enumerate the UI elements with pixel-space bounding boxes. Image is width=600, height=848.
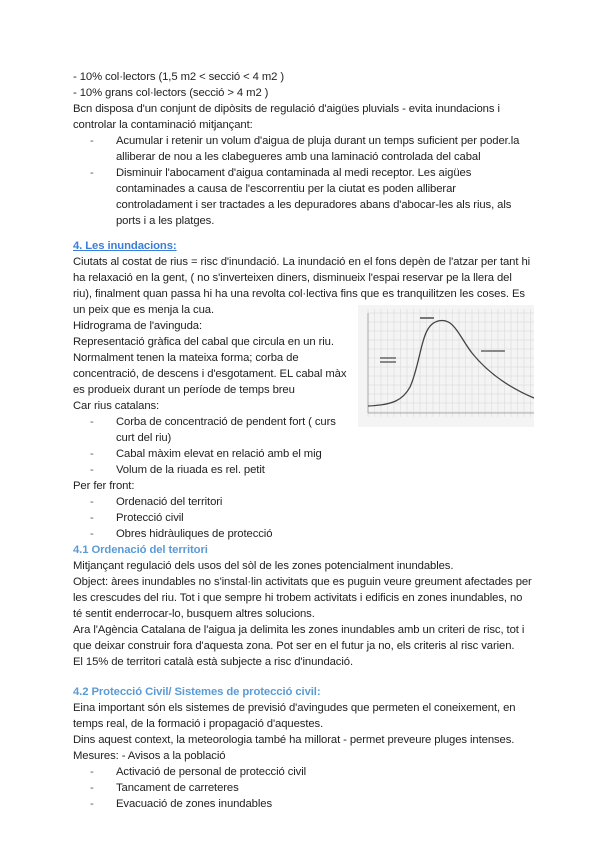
text-line: Per fer front:: [73, 480, 135, 492]
bullet-item: - Tancament de carreteres: [73, 780, 533, 796]
bullet-item: - Corba de concentració de pendent fort ( curs curt del riu): [73, 414, 353, 446]
bullet-item: - Activació de personal de protecció civil: [73, 764, 533, 780]
bullet-item: - Ordenació del territori: [73, 494, 533, 510]
hydrograph-image: [358, 305, 534, 427]
chart-label-mark: [380, 361, 396, 363]
bullet-item: - Volum de la riuada es rel. petit: [73, 462, 533, 478]
paragraph: Ciutats al costat de rius = risc d'inundació. La inundació en el fons depèn de l'atzar per tant hi ha relaxació en la gent, ( no s'inverteixen diners, disminueix l'espai reservar pe la llera del riu), finalment quan passa hi ha una revolta col·lectiva fins que es tranquilitzen les coses. Es un peix que es menja la cua.: [73, 256, 531, 316]
bullet-item: - Obres hidràuliques de protecció: [73, 526, 533, 542]
bullet-item: - Cabal màxim elevat en relació amb el mig: [73, 446, 533, 462]
text-line: Bcn disposa d'un conjunt de dipòsits de regulació d'aigües pluvials - evita inundacions i: [73, 103, 500, 115]
paragraph: Eina important són els sistemes de previsió d'avingudes que permeten el coneixement, en temps real, de la formació i propagació d'aquestes.: [73, 702, 516, 730]
document-page: [73, 69, 533, 812]
chart-label-mark: [420, 317, 434, 319]
bullet-item: - Acumular i retenir un volum d'aigua de pluja durant un temps suficient per poder.la alliberar de nou a les clabegueres amb una laminació controlada del cabal: [73, 133, 533, 165]
bullet-item: - Disminuir l'abocament d'aigua contaminada al medi receptor. Les aigües contaminades a causa de l'escorrentiu per la ciutat es poden alliberar controladament i ser tractades a les depuradores abans d'abocar-les als rius, als ports i a les platges.: [73, 165, 533, 229]
section-heading-4[interactable]: 4. Les inundacions:: [73, 240, 177, 252]
paragraph: Representació gràfica del cabal que circula en un riu. Normalment tenen la mateixa forma; corba de concentració, de descens i d'esgotament. EL cabal màx es produeix durant un període de temps breu: [73, 336, 347, 396]
text-line: Mesures: - Avisos a la població: [73, 750, 226, 762]
paragraph: Object: àrees inundables no s'instal·lin activitats que es puguin veure greument afectades per les crescudes del riu. Tot i que sempre hi trobem activitats i edificis en zones inundables, no té sentit enderrocar-lo, busquem altres solucions.: [73, 576, 532, 620]
bullet-item: - Protecció civil: [73, 510, 533, 526]
section-heading-4-1: 4.1 Ordenació del territori: [73, 544, 208, 556]
paragraph: Dins aquest context, la meteorologia també ha millorat - permet preveure pluges intenses.: [73, 734, 515, 746]
paragraph: El 15% de territori català està subjecte a risc d'inundació.: [73, 656, 353, 668]
subheading: Hidrograma de l'avinguda:: [73, 320, 203, 332]
paragraph: Ara l'Agència Catalana de l'aigua ja delimita les zones inundables amb un criteri de risc, tot i que deixar construir fora d'aquesta zona. Pot ser en el futur ja no, els criteris al risc varien.: [73, 624, 525, 652]
chart-label-mark: [481, 350, 505, 352]
text-line: controlar la contaminació mitjançant:: [73, 119, 253, 131]
text-line: - 10% col·lectors (1,5 m2 < secció < 4 m2 ): [73, 71, 285, 83]
bullet-item: - Evacuació de zones inundables: [73, 796, 533, 812]
section-heading-4-2: 4.2 Protecció Civil/ Sistemes de protecció civil:: [73, 686, 321, 698]
text-line: Car rius catalans:: [73, 400, 160, 412]
paragraph: Mitjançant regulació dels usos del sòl de les zones potencialment inundables.: [73, 560, 454, 572]
text-line: - 10% grans col·lectors (secció > 4 m2 ): [73, 87, 269, 99]
chart-label-mark: [380, 357, 396, 359]
